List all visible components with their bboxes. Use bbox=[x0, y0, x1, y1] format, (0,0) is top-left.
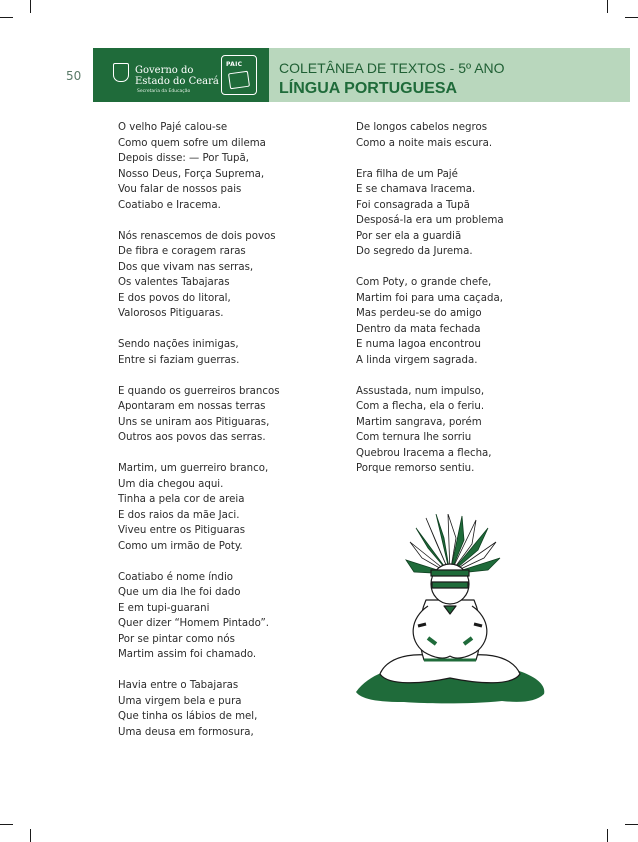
poem-line: Martim sangrava, porém bbox=[356, 416, 482, 428]
poem-line: Martim, um guerreiro branco, bbox=[118, 463, 269, 474]
poem-line: E se chamava Iracema. bbox=[356, 184, 476, 195]
stanza-break bbox=[118, 368, 318, 384]
poem-line: A linda virgem sagrada. bbox=[356, 354, 478, 366]
poem-line: Como um irmão de Poty. bbox=[118, 540, 243, 552]
poem-line: E em tupi-guarani bbox=[118, 602, 210, 614]
poem-line: Como a noite mais escura. bbox=[356, 137, 493, 149]
subject-title: LÍNGUA PORTUGUESA bbox=[279, 80, 458, 97]
crop-mark bbox=[625, 824, 638, 825]
page-number: 50 bbox=[66, 69, 82, 83]
stanza-break bbox=[356, 151, 536, 167]
arm-band bbox=[418, 624, 426, 626]
crop-mark bbox=[30, 0, 31, 13]
poem-line: Uma virgem bela e pura bbox=[118, 695, 242, 707]
poem-line: Que tinha os lábios de mel, bbox=[118, 711, 258, 722]
poem-line: Coatiabo e Iracema. bbox=[118, 199, 221, 211]
poem-line: Martim assim foi chamado. bbox=[118, 649, 257, 660]
poem-line: Martim foi para uma caçada, bbox=[356, 292, 503, 304]
poem-line: Vou falar de nossos pais bbox=[118, 184, 242, 195]
poem-line: Com a flecha, ela o feriu. bbox=[356, 401, 485, 412]
crop-mark bbox=[30, 829, 31, 842]
poem-line: Por se pintar como nós bbox=[118, 633, 235, 645]
poem-line: Nós renascemos de dois povos bbox=[118, 230, 276, 242]
indigenous-chief-illustration bbox=[352, 514, 548, 706]
collection-title: COLETÂNEA DE TEXTOS - 5º ANO bbox=[279, 60, 505, 76]
poem-line: E quando os guerreiros brancos bbox=[118, 385, 280, 397]
stanza-break bbox=[356, 260, 536, 276]
crop-mark bbox=[607, 829, 608, 842]
poem-line: Assustada, num impulso, bbox=[356, 385, 485, 397]
poem-line: Valorosos Pitiguaras. bbox=[118, 308, 224, 319]
poem-line: Tinha a pela cor de areia bbox=[118, 494, 245, 505]
poem-line: Dos que vivam nas serras, bbox=[118, 261, 254, 273]
poem-line: Como quem sofre um dilema bbox=[118, 137, 266, 149]
chief-figure bbox=[380, 564, 520, 683]
poem-line: Quebrou Iracema a flecha, bbox=[356, 447, 492, 459]
poem-line: E dos povos do litoral, bbox=[118, 292, 231, 304]
government-logo-block bbox=[93, 48, 269, 102]
poem-line: Depois disse: — Por Tupã, bbox=[118, 153, 249, 164]
scroll-icon bbox=[228, 71, 250, 90]
poem-line: Nosso Deus, Força Suprema, bbox=[118, 168, 265, 180]
poem-line: Um dia chegou aqui. bbox=[118, 478, 224, 490]
crop-mark bbox=[607, 0, 608, 13]
header-banner bbox=[93, 48, 630, 102]
poem-line: Sendo nações inimigas, bbox=[118, 339, 239, 350]
poem-line: Apontaram em nossas terras bbox=[118, 401, 266, 412]
arm-band bbox=[474, 624, 482, 626]
poem-line: Quer dizer “Homem Pintado”. bbox=[118, 618, 270, 629]
poem-line: E numa lagoa encontrou bbox=[356, 339, 481, 350]
paic-label: PAIC bbox=[226, 61, 243, 68]
stanza-break bbox=[356, 368, 536, 384]
poem-left-column bbox=[118, 120, 318, 740]
poem-line: De longos cabelos negros bbox=[356, 122, 487, 133]
poem-line: Com Poty, o grande chefe, bbox=[356, 277, 492, 288]
state-name: Estado do Ceará bbox=[135, 76, 219, 87]
government-name: Governo do bbox=[135, 65, 194, 76]
poem-line: Outros aos povos das serras. bbox=[118, 432, 266, 443]
poem-line: De fibra e coragem raras bbox=[118, 246, 246, 257]
poem-line: Foi consagrada a Tupã bbox=[356, 199, 470, 211]
crest-icon bbox=[113, 63, 129, 82]
poem-line: Mas perdeu-se do amigo bbox=[356, 308, 482, 319]
crop-mark bbox=[0, 17, 13, 18]
poem-line: Dentro da mata fechada bbox=[356, 323, 481, 335]
poem-line: Do segredo da Jurema. bbox=[356, 246, 473, 257]
poem-line: Uma deusa em formosura, bbox=[118, 726, 254, 738]
crop-mark bbox=[625, 17, 638, 18]
poem-right-column bbox=[356, 120, 536, 477]
poem-line: Entre si faziam guerras. bbox=[118, 354, 240, 366]
face-stripe bbox=[432, 582, 468, 588]
poem-line: Por ser ela a guardiã bbox=[356, 230, 462, 242]
department-name: Secretaria da Educação bbox=[137, 89, 191, 94]
poem-line: Os valentes Tabajaras bbox=[118, 277, 230, 288]
crop-mark bbox=[0, 824, 13, 825]
poem-line: Havia entre o Tabajaras bbox=[118, 680, 239, 691]
poem-line: Uns se uniram aos Pitiguaras, bbox=[118, 416, 270, 428]
paic-logo bbox=[221, 55, 257, 95]
poem-line: E dos raios da mãe Jaci. bbox=[118, 509, 240, 521]
stanza-break bbox=[118, 663, 318, 679]
poem-line: Viveu entre os Pitiguaras bbox=[118, 525, 246, 536]
poem-line: Era filha de um Pajé bbox=[356, 168, 458, 180]
stanza-break bbox=[118, 554, 318, 570]
poem-line: Que um dia lhe foi dado bbox=[118, 587, 241, 598]
poem-line: Porque remorso sentiu. bbox=[356, 463, 475, 474]
stanza-break bbox=[118, 446, 318, 462]
stanza-break bbox=[118, 213, 318, 229]
poem-line: Desposá-la era um problema bbox=[356, 215, 504, 226]
poem-line: Com ternura lhe sorriu bbox=[356, 432, 472, 443]
poem-line: O velho Pajé calou-se bbox=[118, 122, 228, 133]
poem-line: Coatiabo é nome índio bbox=[118, 571, 234, 583]
headband bbox=[431, 570, 469, 576]
stanza-break bbox=[118, 322, 318, 338]
